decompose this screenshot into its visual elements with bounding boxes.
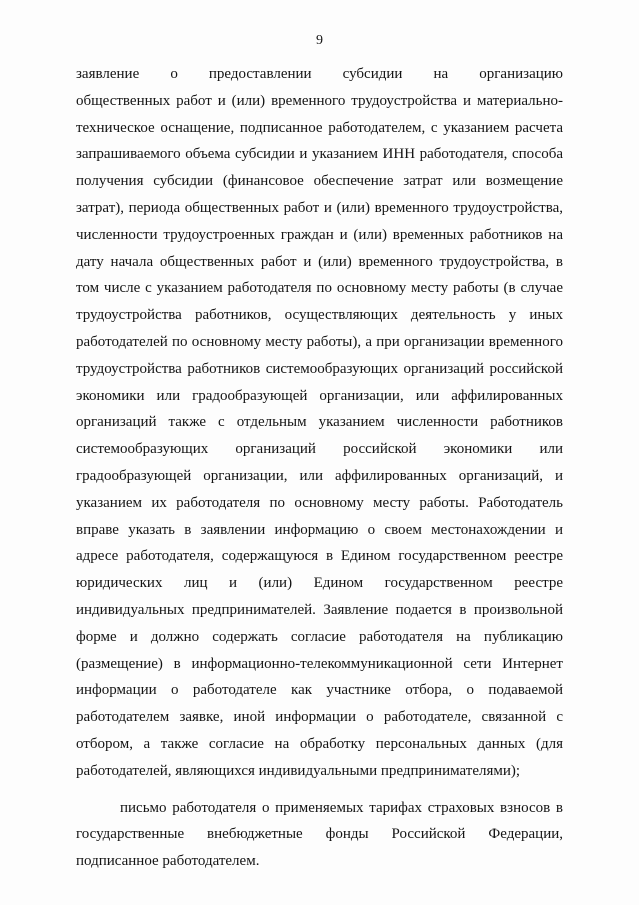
text-line: работодателей по основному месту работы), а при организации временного (76, 333, 563, 350)
text-line: заявление о предоставлении субсидии на организацию (76, 66, 563, 82)
text-line: индивидуальных предпринимателей. Заявление подается в произвольной (76, 601, 563, 618)
text-line: трудоустройства работников системообразующих организаций российской (76, 360, 563, 377)
text-line: работодателей, являющихся индивидуальными предпринимателями); (76, 762, 521, 779)
text-line: адресе работодателя, содержащуюся в Едином государственном реестре (76, 548, 563, 565)
text-line: подписанное работодателем. (76, 853, 260, 870)
paragraph-gap (76, 785, 563, 795)
text-line: том числе с указанием работодателя по основному месту работы (в случае (76, 280, 563, 297)
text-line: запрашиваемого объема субсидии и указанием ИНН работодателя, способа (76, 146, 563, 163)
text-line: получения субсидии (финансовое обеспечение затрат или возмещение (76, 173, 563, 190)
tariff-letter-paragraph (76, 795, 563, 875)
text-line: работодателем заявке, иной информации о работодателе, связанной с (76, 709, 563, 726)
text-line: затрат), периода общественных работ и (или) временного трудоустройства, (76, 199, 563, 216)
text-line: трудоустройства работников, осуществляющих деятельность у иных (76, 307, 563, 324)
text-line: организаций также с отдельным указанием численности работников (76, 414, 563, 431)
text-line: письмо работодателя о применяемых тарифах страховых взносов в (120, 799, 563, 816)
text-line: (размещение) в информационно-телекоммуникационной сети Интернет (76, 655, 563, 672)
text-line: информации о работодателе как участнике отбора, о подаваемой (76, 682, 563, 699)
text-line: техническое оснащение, подписанное работодателем, с указанием расчета (76, 119, 563, 136)
text-line: вправе указать в заявлении информацию о своем местонахождении и (76, 521, 563, 538)
document-body (76, 61, 563, 875)
text-line: численности трудоустроенных граждан и (или) временных работников на (76, 226, 563, 243)
page-number: 9 (316, 33, 323, 48)
text-line: государственные внебюджетные фонды Российской Федерации, (76, 826, 563, 843)
text-line: отбором, а также согласие на обработку персональных данных (для (76, 735, 563, 752)
text-line: градообразующей организации, или аффилированных организаций, и (76, 467, 563, 484)
text-line: юридических лиц и (или) Едином государственном реестре (76, 575, 563, 592)
application-paragraph (76, 61, 563, 785)
text-line: указанием их работодателя по основному месту работы. Работодатель (76, 494, 563, 511)
text-line: общественных работ и (или) временного трудоустройства и материально- (76, 92, 563, 109)
text-line: экономики или градообразующей организации, или аффилированных (76, 387, 563, 404)
text-line: системообразующих организаций российской экономики или (76, 441, 563, 458)
text-line: дату начала общественных работ и (или) временного трудоустройства, в (76, 253, 563, 270)
text-line: форме и должно содержать согласие работодателя на публикацию (76, 628, 563, 645)
